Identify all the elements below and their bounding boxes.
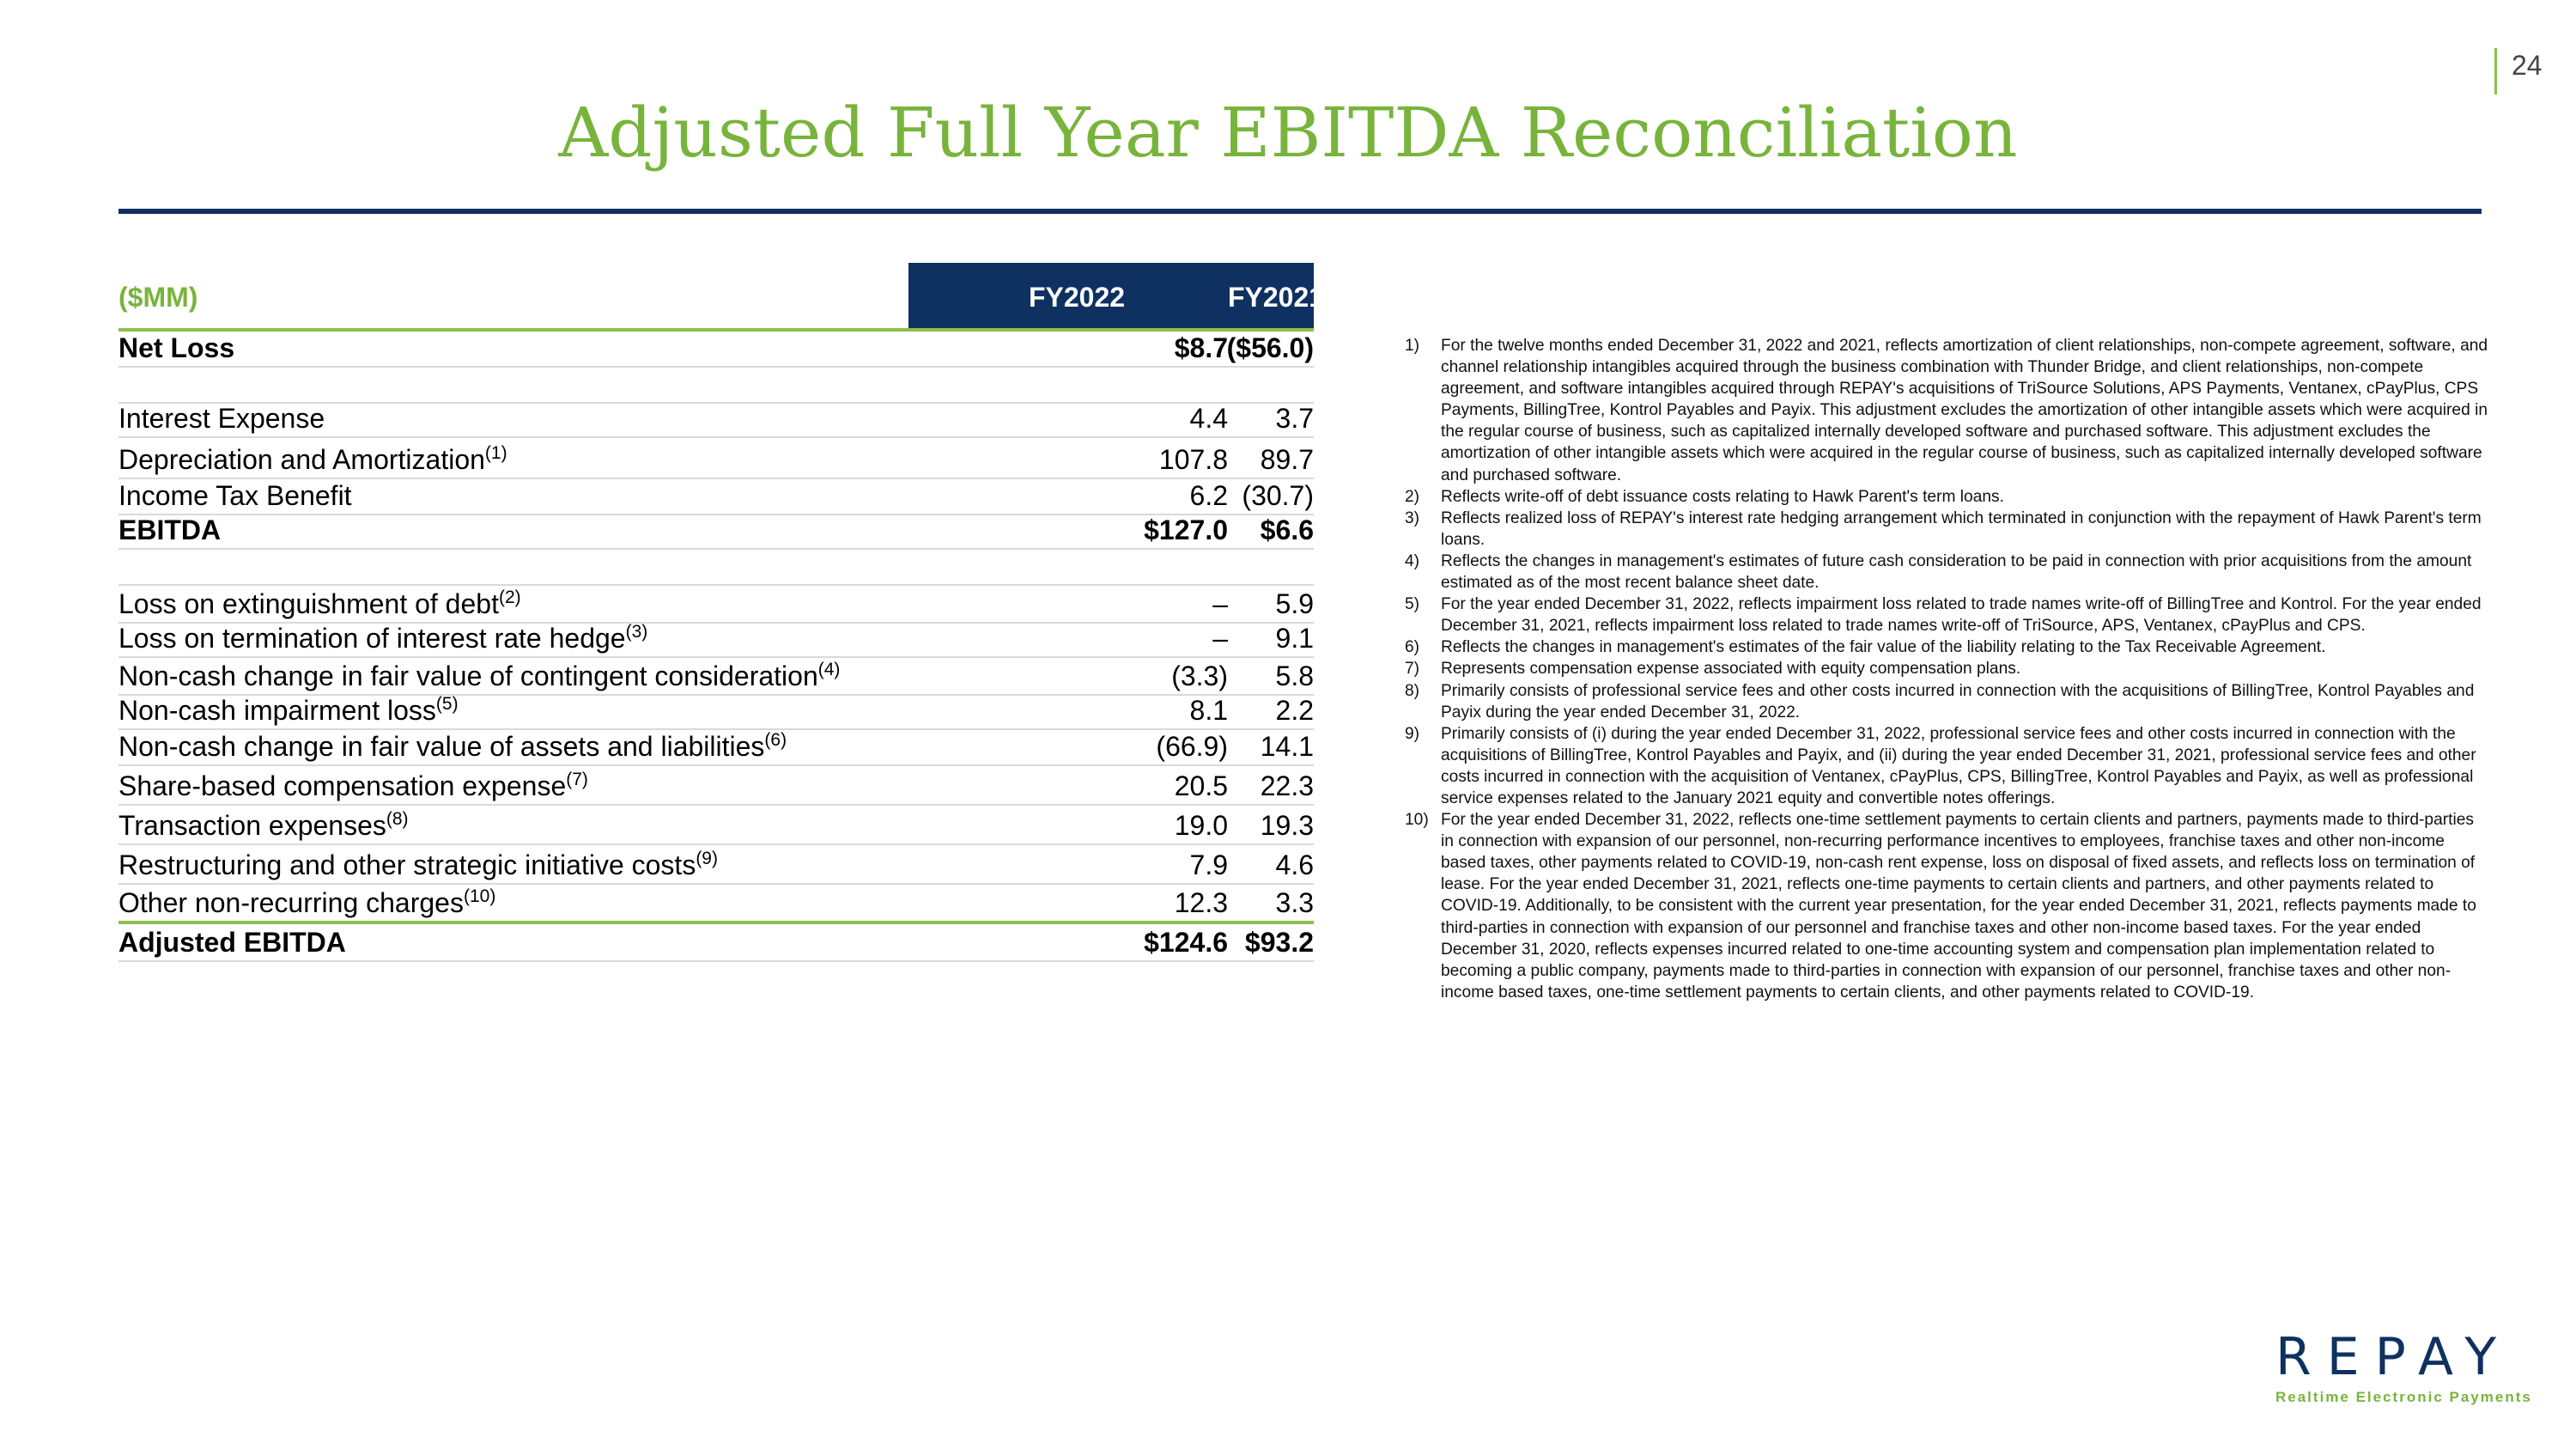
footnote-text: For the year ended December 31, 2022, reflects one-time settlement payments to certain clients and partners, payments made to third-parties in connection with expansion of our personnel, non-recurring performance incentives to employees, franchise taxes and other non-income based taxes, other payments related to COVID-19, non-cash rent expense, loss on disposal of fixed assets, and reflects loss on termination of lease. For the year ended December 31, 2021, reflects one-time payments to certain clients and partners, and other payments related to COVID-19. Additionally, to be consistent with the current year presentation, for the year ended December 31, 2021, reflects payments made to third-parties in connection with expansion of our personnel and franchise taxes and other non-income based taxes. For the year ended December 31, 2020, reflects expenses incurred related to one-time accounting system and compensation plan implementation related to becoming a public company, payments made to third-parties in connection with expansion of our personnel, franchise taxes and other non-income based taxes, one-time settlement payments to certain clients, and other payments related to COVID-19. [1441, 811, 2476, 1002]
row-label-text: Depreciation and Amortization [118, 444, 485, 475]
footnote-text: Primarily consists of professional service fees and other costs incurred in connection with the acquisitions of BillingTree, Kontrol Payables and Payix during the year ended December 31, 2022. [1441, 681, 2475, 721]
column-header-fy2021: FY2021 [1227, 282, 1325, 313]
row-label-text: Loss on termination of interest rate hedge [118, 623, 626, 654]
footnote-reference: (6) [764, 730, 787, 750]
value-fy2021: 9.1 [1275, 623, 1314, 654]
value-fy2022: 12.3 [1174, 887, 1228, 918]
row-label-text: Interest Expense [118, 403, 325, 434]
row-label [118, 514, 221, 546]
table-row [118, 694, 1314, 730]
footnote-item [1405, 658, 2488, 679]
footnote-item [1405, 723, 2488, 809]
row-label [118, 887, 495, 919]
row-label-text: Non-cash change in fair value of assets and liabilities [118, 731, 765, 762]
footnote-number: 8) [1405, 681, 1420, 700]
footnote-item [1405, 508, 2488, 551]
table-row [118, 922, 1314, 962]
row-label [118, 927, 346, 959]
footnote-item [1405, 809, 2488, 1003]
footnotes [1405, 335, 2488, 1003]
table-row [118, 548, 1314, 586]
ebitda-reconciliation-table [118, 263, 1325, 958]
row-label [118, 403, 325, 435]
footnote-item [1405, 680, 2488, 723]
row-label [118, 444, 507, 476]
table-row [118, 332, 1314, 368]
value-fy2022: $127.0 [1144, 514, 1228, 545]
table-row [118, 804, 1314, 845]
footnote-number: 3) [1405, 508, 1420, 527]
footnote-text: Represents compensation expense associated with equity compensation plans. [1441, 660, 2021, 679]
footnote-reference: (3) [625, 622, 648, 642]
row-label [118, 810, 409, 842]
footnote-number: 10) [1405, 811, 1429, 830]
table-row [118, 843, 1314, 885]
value-fy2022: 6.2 [1189, 480, 1228, 511]
footnote-number: 6) [1405, 638, 1420, 657]
footnote-item [1405, 335, 2488, 486]
row-label-text: EBITDA [118, 514, 222, 545]
unit-label: ($MM) [118, 282, 198, 313]
table-row [118, 514, 1314, 550]
table-row [118, 478, 1314, 515]
footnote-number: 9) [1405, 724, 1420, 743]
footnote-item [1405, 636, 2488, 658]
value-fy2022: – [1212, 623, 1228, 654]
table-header [118, 263, 1325, 332]
row-label [118, 731, 787, 763]
footnote-reference: (8) [386, 809, 409, 829]
table-row [118, 622, 1314, 658]
row-label [118, 588, 521, 620]
value-fy2021: 5.8 [1275, 661, 1314, 691]
value-fy2021: 4.6 [1275, 849, 1314, 880]
value-fy2021: $93.2 [1244, 927, 1314, 958]
footnote-text: For the twelve months ended December 31, 2022 and 2021, reflects amortization of client relationships, non-compete agreement, software, and channel relationship intangibles acquired through the business combination with Thunder Bridge, and client relationships, non-compete agreement, and software intangibles acquired through REPAY's acquisitions of TriSource Solutions, APS Payments, Ventanex, cPayPlus, CPS Payments, BillingTree, Kontrol Payables and Payix. This adjustment excludes the amortization of other intangible assets which were acquired in the regular course of business, such as capitalized internally developed software and purchased software. This adjustment excludes the amortization of other intangible assets which were acquired in the regular course of business, such as capitalized internally developed software and purchased software. [1441, 337, 2488, 484]
value-fy2022: 8.1 [1189, 695, 1228, 726]
footnote-text: Reflects the changes in management's estimates of future cash consideration to be paid in connection with prior acquisitions from the amount estimated as of the most recent balance sheet date. [1441, 551, 2472, 593]
footnote-text: Reflects the changes in management's estimates of the fair value of the liability relating to the Tax Receivable Agreement. [1441, 638, 2326, 657]
value-fy2021: 19.3 [1260, 810, 1314, 841]
row-label-text: Net Loss [118, 332, 235, 363]
row-label [118, 332, 234, 364]
row-label-text: Non-cash change in fair value of contingent consideration [118, 661, 818, 691]
value-fy2022: 4.4 [1189, 403, 1228, 434]
row-label-text: Other non-recurring charges [118, 887, 464, 918]
footnote-reference: (2) [498, 588, 521, 607]
value-fy2021: ($56.0) [1226, 332, 1314, 363]
table-row [118, 402, 1314, 438]
footnote-text: Reflects realized loss of REPAY's interest rate hedging arrangement which terminated in conjunction with the repayment of Hawk Parent's term loans. [1441, 508, 2482, 549]
row-label-text: Non-cash impairment loss [118, 695, 436, 726]
value-fy2022: 7.9 [1189, 849, 1228, 880]
row-label-text: Loss on extinguishment of debt [118, 588, 499, 619]
row-label-text: Transaction expenses [118, 810, 386, 841]
value-fy2022: $8.7 [1174, 332, 1228, 363]
value-fy2021: $6.6 [1260, 514, 1314, 545]
page-title: Adjusted Full Year EBITDA Reconciliation [558, 93, 2018, 173]
logo-tagline: Realtime Electronic Payments [2275, 1389, 2532, 1405]
value-fy2021: 3.3 [1275, 887, 1314, 918]
footnote-reference: (1) [484, 443, 507, 463]
value-fy2021: 3.7 [1275, 403, 1314, 434]
page-number: 24 [2512, 50, 2543, 81]
row-label-text: Income Tax Benefit [118, 480, 352, 511]
table-row [118, 584, 1314, 624]
footnote-number: 5) [1405, 595, 1420, 614]
value-fy2022: 20.5 [1174, 770, 1228, 801]
footnote-number: 4) [1405, 551, 1420, 570]
value-fy2022: 107.8 [1158, 444, 1228, 475]
value-fy2021: 14.1 [1260, 731, 1314, 762]
table-row [118, 728, 1314, 766]
logo-wordmark: REPAY [2275, 1327, 2512, 1387]
value-fy2022: (66.9) [1156, 731, 1228, 762]
value-fy2021: 22.3 [1260, 770, 1314, 801]
row-label [118, 661, 840, 692]
row-label-text: Adjusted EBITDA [118, 927, 346, 958]
value-fy2021: 2.2 [1275, 695, 1314, 726]
footnote-reference: (7) [566, 770, 588, 789]
row-label-text: Restructuring and other strategic initiative costs [118, 849, 696, 880]
row-label [118, 480, 352, 512]
footnote-item [1405, 594, 2488, 636]
row-label [118, 770, 588, 802]
footnote-number: 2) [1405, 487, 1420, 506]
footnote-item [1405, 486, 2488, 508]
table-row [118, 366, 1314, 404]
row-label-text: Share-based compensation expense [118, 770, 567, 801]
footnote-text: Reflects write-off of debt issuance costs relating to Hawk Parent's term loans. [1441, 487, 2004, 506]
row-label [118, 695, 459, 727]
title-divider [118, 209, 2482, 214]
footnote-text: For the year ended December 31, 2022, reflects impairment loss related to trade names write-off of BillingTree and Kontrol. For the year ended December 31, 2021, reflects impairment loss related to trade names write-off of TriSource, APS, Ventanex, cPayPlus and CPS. [1441, 595, 2482, 636]
table-row [118, 764, 1314, 806]
page-number-divider [2494, 48, 2497, 94]
row-label [118, 623, 647, 654]
repay-logo [2275, 1327, 2533, 1406]
footnote-text: Primarily consists of (i) during the year ended December 31, 2022, professional service fees and other costs incurred in connection with the acquisitions of BillingTree, Kontrol Payables and Payix, and (ii) during the year ended December 31, 2021, professional service fees and other costs incurred in connection with the acquisition of Ventanex, cPayPlus, CPS, BillingTree, Kontrol Payables and Payix, as well as professional service expenses related to the January 2021 equity and convertible notes offerings. [1441, 724, 2476, 807]
value-fy2022: $124.6 [1144, 927, 1228, 958]
column-header-fy2022: FY2022 [1028, 282, 1126, 313]
table-row [118, 656, 1314, 696]
table-row [118, 436, 1314, 479]
footnote-reference: (4) [817, 660, 841, 679]
row-label [118, 849, 718, 881]
footnote-number: 1) [1405, 337, 1420, 355]
footnote-reference: (9) [696, 849, 718, 868]
footnote-number: 7) [1405, 660, 1420, 679]
footnote-reference: (5) [435, 694, 459, 714]
value-fy2022: – [1212, 588, 1228, 619]
footnote-reference: (10) [463, 886, 496, 906]
value-fy2022: 19.0 [1174, 810, 1228, 841]
table-row [118, 883, 1314, 924]
value-fy2021: 5.9 [1275, 588, 1314, 619]
value-fy2021: 89.7 [1260, 444, 1314, 475]
footnote-item [1405, 551, 2488, 594]
value-fy2022: (3.3) [1171, 661, 1228, 691]
value-fy2021: (30.7) [1242, 480, 1314, 511]
